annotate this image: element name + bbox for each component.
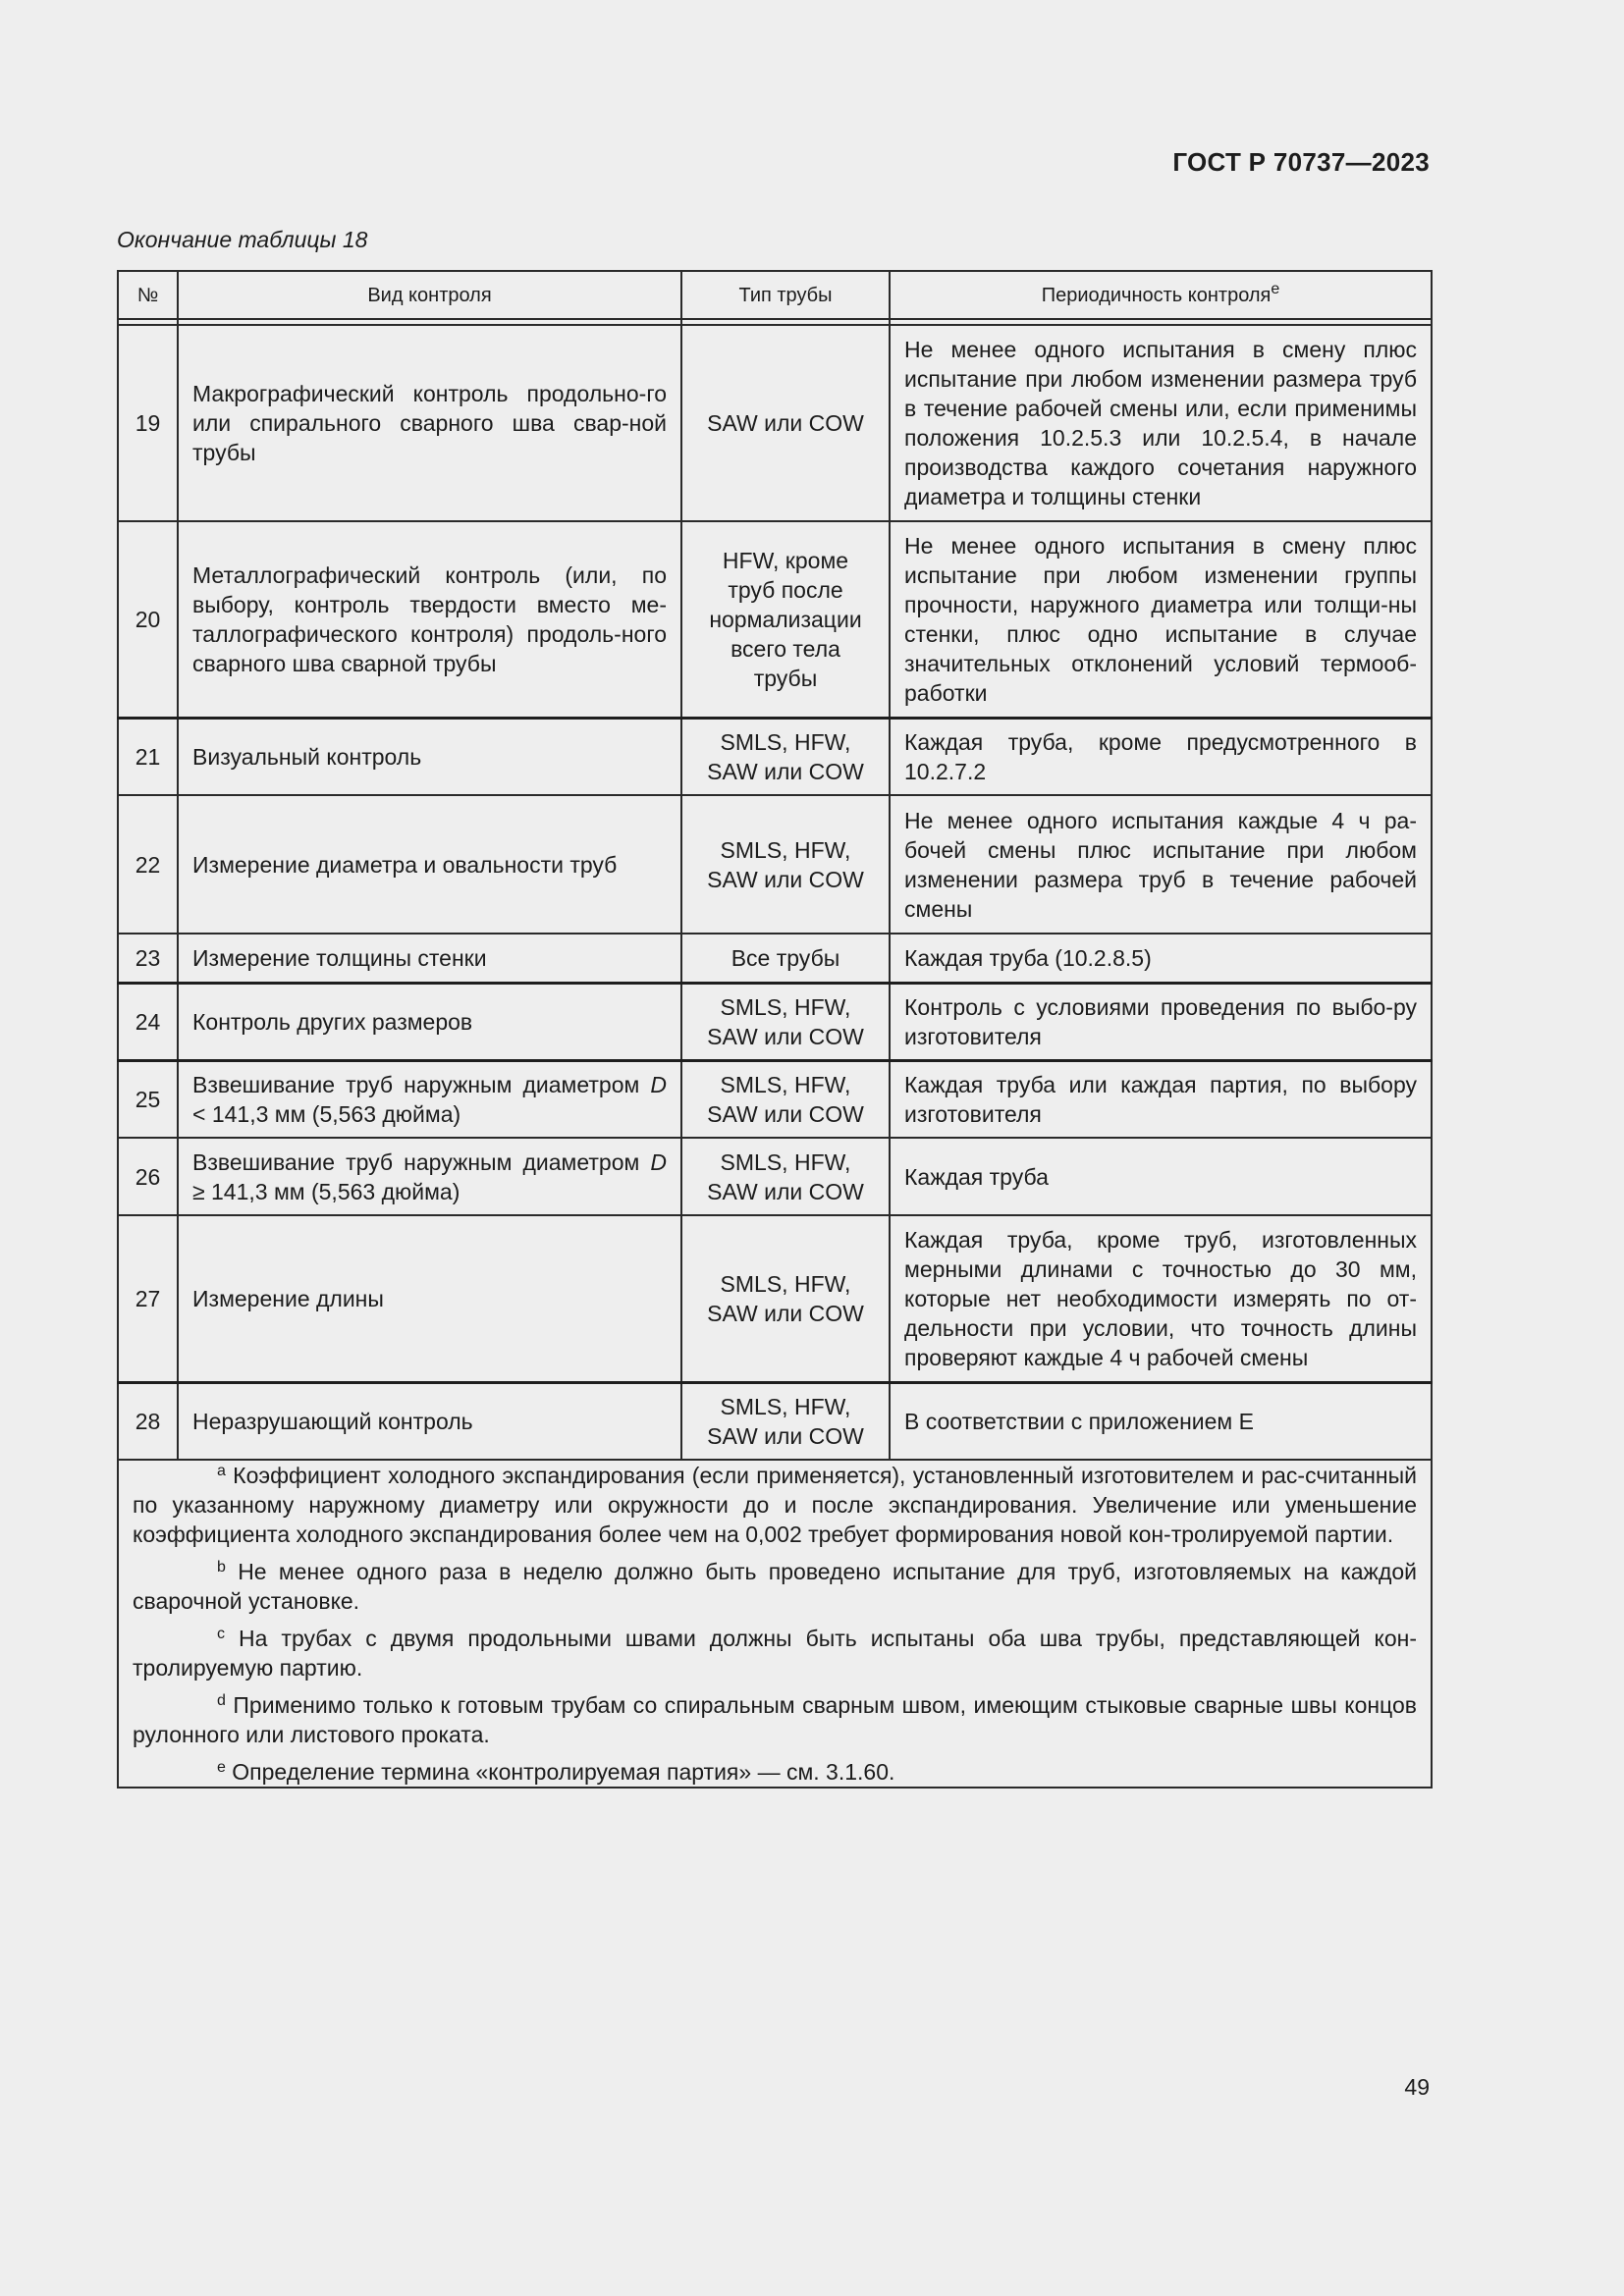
- row-control: Измерение диаметра и овальности труб: [178, 795, 681, 934]
- row-num: 21: [118, 718, 178, 795]
- row-control: Измерение длины: [178, 1215, 681, 1382]
- footnote-text: Коэффициент холодного экспандирования (если применяется), установленный изготовителем и рас-считанный по указанному наружному диаметру или окружности до и после экспандирования. Увеличение или уменьшение коэффициента холодного экспандирования более чем на 0,002 требует формирования новой кон-тролируемой партии.: [133, 1463, 1418, 1547]
- row-control-text: Взвешивание труб наружным диаметром: [192, 1148, 640, 1175]
- row-periodicity: В соответствии с приложением Е: [890, 1382, 1432, 1460]
- row-periodicity: Не менее одного испытания в смену плюс испытание при любом изменении группы прочности, наружного диаметра или толщи-ны стенки, плюс одно испытание в случае значительных отклонений условий термооб-работки: [890, 521, 1432, 718]
- row-pipe-type: HFW, кроме труб после нормализации всего тела трубы: [681, 521, 890, 718]
- row-pipe-type: SMLS, HFW, SAW или COW: [681, 1138, 890, 1215]
- row-pipe-type: SMLS, HFW, SAW или COW: [681, 1382, 890, 1460]
- row-pipe-type: SAW или COW: [681, 325, 890, 521]
- row-periodicity: Каждая труба, кроме предусмотренного в 10.2.7.2: [890, 718, 1432, 795]
- row-control: Измерение толщины стенки: [178, 934, 681, 983]
- table-row: [118, 983, 1432, 1060]
- table-row: [118, 1215, 1432, 1382]
- row-pipe-type: SMLS, HFW, SAW или COW: [681, 983, 890, 1060]
- footnote: [133, 1690, 1417, 1749]
- row-pipe-type: SMLS, HFW, SAW или COW: [681, 718, 890, 795]
- footnote-text: На трубах с двумя продольными швами должны быть испытаны оба шва трубы, представляющей кон-тролируемую партию.: [133, 1626, 1417, 1681]
- row-control-text: Взвешивание труб наружным диаметром: [192, 1071, 640, 1097]
- footnote: [133, 1757, 1417, 1787]
- table-caption: Окончание таблицы 18: [117, 227, 368, 252]
- diameter-symbol: D: [650, 1148, 667, 1175]
- footnote-text: Не менее одного раза в неделю должно быть проведено испытание для труб, изготовляемых на каждой сварочной установке.: [133, 1559, 1417, 1614]
- row-control: Макрографический контроль продольно-го или спирального сварного шва свар-ной трубы: [178, 325, 681, 521]
- header-periodicity: [890, 271, 1432, 319]
- row-num: 23: [118, 934, 178, 983]
- header-num: №: [118, 271, 178, 319]
- table-row: [118, 1060, 1432, 1138]
- table-header-row: [118, 271, 1432, 319]
- row-control-condition: ≥ 141,3 мм (5,563 дюйма): [192, 1178, 460, 1204]
- row-periodicity: Каждая труба (10.2.8.5): [890, 934, 1432, 983]
- row-periodicity: Каждая труба, кроме труб, изготовленных мерными длинами с точностью до 30 мм, которые нет необходимости измерять по от-дельности при условии, что точность длины проверяют каждые 4 ч рабочей смены: [890, 1215, 1432, 1382]
- row-pipe-type: SMLS, HFW, SAW или COW: [681, 1215, 890, 1382]
- row-periodicity: Каждая труба: [890, 1138, 1432, 1215]
- row-num: 25: [118, 1060, 178, 1138]
- row-periodicity: Не менее одного испытания каждые 4 ч ра-бочей смены плюс испытание при любом изменении размера труб в течение рабочей смены: [890, 795, 1432, 934]
- row-periodicity: Контроль с условиями проведения по выбо-ру изготовителя: [890, 983, 1432, 1060]
- footnote-text: Определение термина «контролируемая партия» — см. 3.1.60.: [232, 1759, 895, 1785]
- footnote: [133, 1557, 1417, 1616]
- table-footnotes: [118, 1460, 1432, 1788]
- page-number: 49: [1404, 2074, 1430, 2100]
- footnote: [133, 1624, 1417, 1682]
- row-control: [178, 1138, 681, 1215]
- table-row: [118, 795, 1432, 934]
- row-num: 19: [118, 325, 178, 521]
- header-periodicity-label: Периодичность контроля: [1041, 284, 1272, 306]
- table-row: [118, 718, 1432, 795]
- row-control: Неразрушающий контроль: [178, 1382, 681, 1460]
- header-pipe-type: Тип трубы: [681, 271, 890, 319]
- table-row: [118, 325, 1432, 521]
- row-control: Металлографический контроль (или, по выбору, контроль твердости вместо ме-таллографического контроля) продоль-ного сварного шва сварной трубы: [178, 521, 681, 718]
- row-control: [178, 1060, 681, 1138]
- row-control-condition: < 141,3 мм (5,563 дюйма): [192, 1100, 461, 1127]
- diameter-symbol: D: [650, 1071, 667, 1097]
- row-num: 20: [118, 521, 178, 718]
- footnote-mark: e: [217, 1759, 226, 1776]
- row-control: Контроль других размеров: [178, 983, 681, 1060]
- table-row: [118, 521, 1432, 718]
- table-row: [118, 934, 1432, 983]
- row-periodicity: Каждая труба или каждая партия, по выбору изготовителя: [890, 1060, 1432, 1138]
- footnote-mark: d: [217, 1692, 226, 1709]
- row-control: Визуальный контроль: [178, 718, 681, 795]
- footnote-mark: b: [217, 1559, 226, 1575]
- row-num: 27: [118, 1215, 178, 1382]
- header-periodicity-footnote-mark: e: [1271, 280, 1280, 297]
- control-table: [117, 270, 1433, 1789]
- footnote-mark: c: [217, 1626, 225, 1642]
- table-row: [118, 1382, 1432, 1460]
- row-periodicity: Не менее одного испытания в смену плюс испытание при любом изменении размера труб в течение рабочей смены или, если применимы положения 10.2.5.3 или 10.2.5.4, в начале производства каждого сочетания наружного диаметра и толщины стенки: [890, 325, 1432, 521]
- row-num: 26: [118, 1138, 178, 1215]
- header-control: Вид контроля: [178, 271, 681, 319]
- row-num: 24: [118, 983, 178, 1060]
- row-num: 28: [118, 1382, 178, 1460]
- row-pipe-type: SMLS, HFW, SAW или COW: [681, 795, 890, 934]
- document-code: ГОСТ Р 70737—2023: [1172, 147, 1430, 177]
- footnote-text: Применимо только к готовым трубам со спиральным сварным швом, имеющим стыковые сварные швы концов рулонного или листового проката.: [133, 1692, 1417, 1747]
- row-pipe-type: SMLS, HFW, SAW или COW: [681, 1060, 890, 1138]
- footnotes-row: [118, 1460, 1432, 1788]
- row-num: 22: [118, 795, 178, 934]
- table-row: [118, 1138, 1432, 1215]
- row-pipe-type: Все трубы: [681, 934, 890, 983]
- footnote-mark: a: [217, 1463, 226, 1479]
- footnote: [133, 1461, 1417, 1549]
